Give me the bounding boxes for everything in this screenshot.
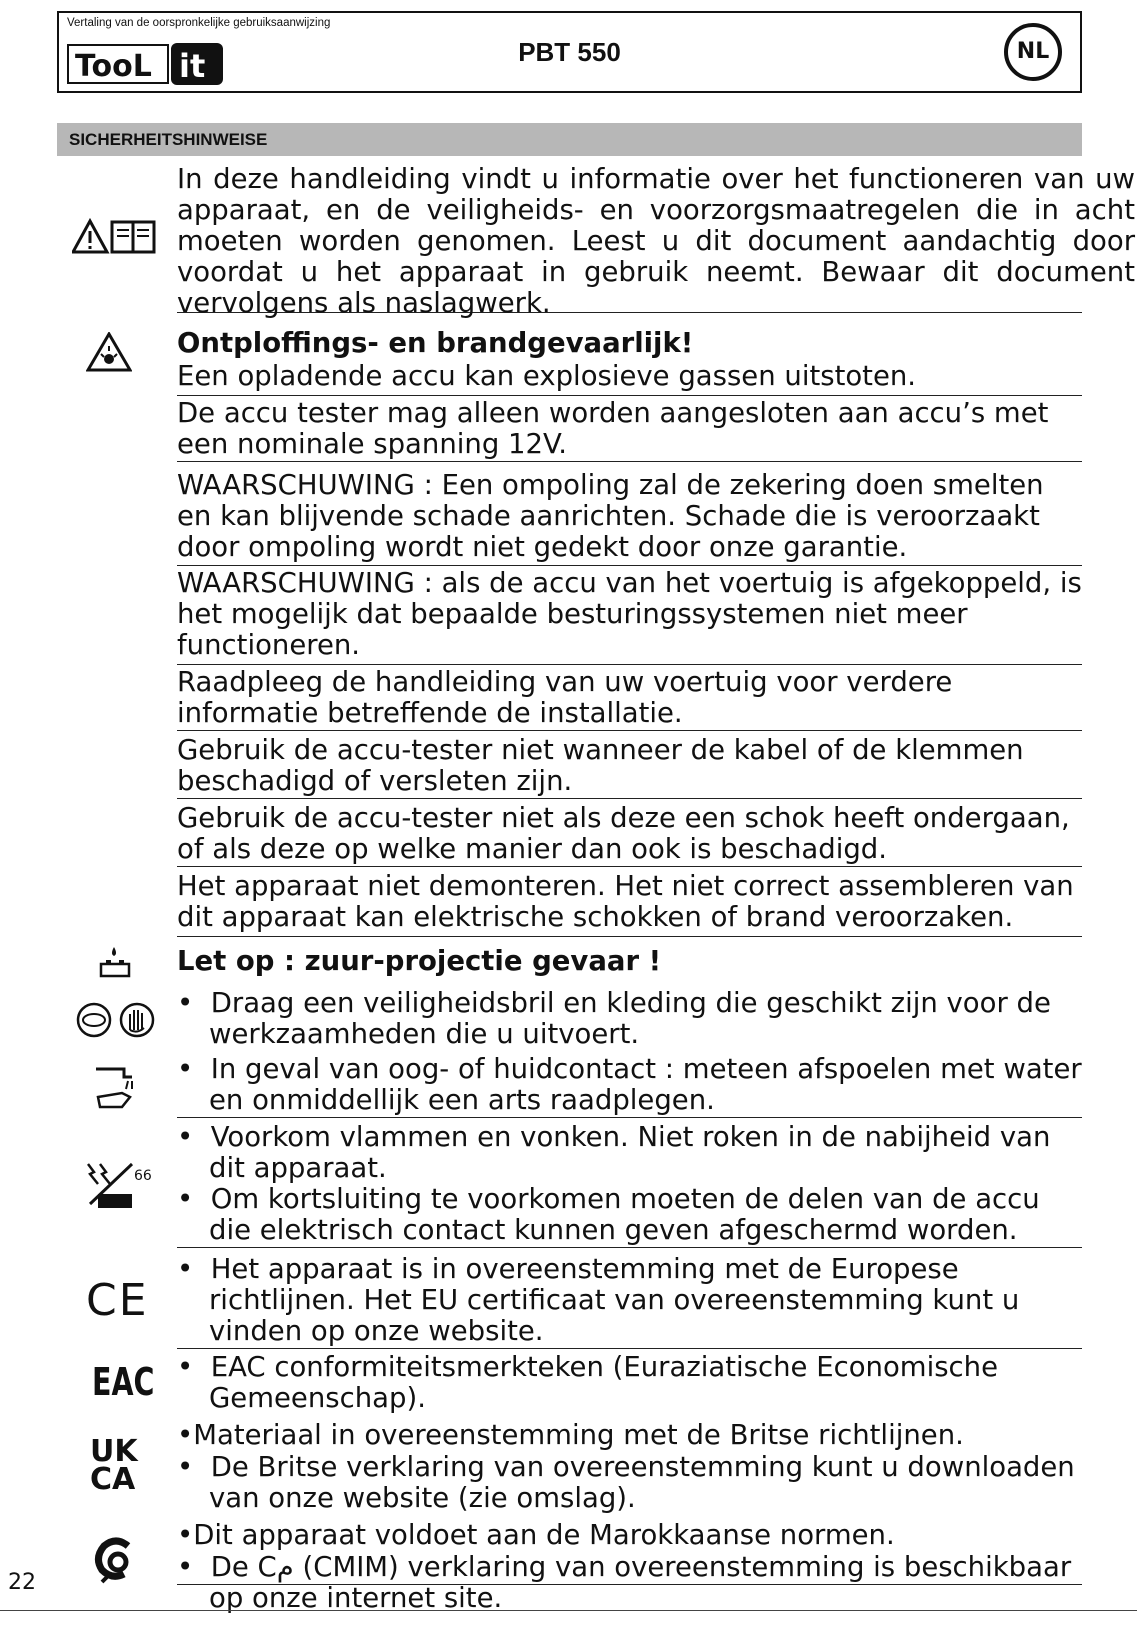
paragraph: Het apparaat niet demonteren. Het niet correct assembleren van dit apparaat kan elektrische schokken of brand veroorzaken. bbox=[177, 871, 1082, 937]
ukca-bullet: •Materiaal in overeenstemming met de Britse richtlijnen. bbox=[177, 1419, 964, 1451]
intro-text: In deze handleiding vindt u informatie over het functioneren van uw apparaat, en de veiligheids- en voorzorgsmaatregelen die in acht moeten worden genomen. Leest u dit document aandachtig door voordat u het apparaat in gebruik neemt. Bewaar dit document vervolgens als naslagwerk. bbox=[177, 163, 1135, 319]
model-title: PBT 550 bbox=[518, 37, 621, 67]
intro-block bbox=[177, 163, 1135, 319]
ce-bullet: • Het apparaat is in overeenstemming met de Europese richtlijnen. Het EU certificaat van overeenstemming kunt u vinden op onze website. bbox=[177, 1254, 1082, 1349]
no-flames-smoking-icon bbox=[82, 1160, 152, 1216]
document-header bbox=[57, 11, 1082, 93]
ukca-mark-icon: UK CA bbox=[90, 1434, 138, 1497]
cmim-mark-icon bbox=[92, 1536, 138, 1594]
explosion-heading: Ontploffings- en brandgevaarlijk! bbox=[177, 327, 694, 359]
language-badge: NL bbox=[1004, 23, 1062, 81]
cmim-bullet: • De Cم (CMIM) verklaring van overeenstemming is beschikbaar op onze internet site. bbox=[177, 1552, 1082, 1585]
ce-mark-icon: CE bbox=[86, 1275, 149, 1326]
acid-bullet: • Voorkom vlammen en vonken. Niet roken in de nabijheid van dit apparaat. bbox=[177, 1121, 1051, 1184]
paragraph: WAARSCHUWING : als de accu van het voertuig is afgekoppeld, is het mogelijk dat bepaalde besturingssystemen niet meer functioneren. bbox=[177, 568, 1082, 665]
explosion-text-block: Een opladende accu kan explosieve gassen uitstoten. bbox=[177, 361, 1082, 396]
explosion-hazard-icon bbox=[86, 332, 132, 376]
paragraph: Gebruik de accu-tester niet wanneer de kabel of de klemmen beschadigd of versleten zijn. bbox=[177, 735, 1082, 799]
warning-manual-icon bbox=[72, 218, 158, 260]
paragraph: WAARSCHUWING : Een ompoling zal de zekering doen smelten en kan blijvende schade aanrichten. Schade die is veroorzaakt door ompoling wordt niet gedekt door onze garantie. bbox=[177, 470, 1082, 566]
goggles-gloves-icon bbox=[76, 1000, 158, 1044]
svg-text:66: 66 bbox=[134, 1168, 152, 1184]
acid-bullet: • Draag een veiligheidsbril en kleding die geschikt zijn voor de werkzaamheden die u uitvoert. bbox=[177, 987, 1051, 1050]
page-number: 22 bbox=[8, 1570, 36, 1595]
cmim-bullet: •Dit apparaat voldoet aan de Marokkaanse normen. bbox=[177, 1519, 895, 1551]
header-subtitle: Vertaling van de oorspronkelijke gebruiksaanwijzing bbox=[67, 17, 331, 29]
ukca-bullet: • De Britse verklaring van overeenstemming kunt u downloaden van onze website (zie omslag). bbox=[177, 1451, 1075, 1514]
svg-text:it: it bbox=[179, 47, 206, 85]
acid-bullet: • Om kortsluiting te voorkomen moeten de delen van de accu die elektrisch contact kunnen geven afgeschermd worden. bbox=[177, 1184, 1082, 1248]
svg-text:TooL: TooL bbox=[75, 49, 152, 84]
eac-bullet: • EAC conformiteitsmerkteken (Euraziatische Economische Gemeenschap). bbox=[177, 1351, 999, 1414]
paragraph: Raadpleeg de handleiding van uw voertuig voor verdere informatie betreffende de installatie. bbox=[177, 667, 1082, 731]
rinse-water-icon bbox=[92, 1063, 140, 1117]
paragraph: Gebruik de accu-tester niet als deze een schok heeft ondergaan, of als deze op welke manier dan ook is beschadigd. bbox=[177, 803, 1082, 867]
eac-mark-icon: EAC bbox=[92, 1360, 155, 1404]
footer-rule bbox=[0, 1610, 1137, 1611]
acid-battery-icon bbox=[97, 944, 133, 984]
section-title: SICHERHEITSHINWEISE bbox=[57, 123, 1082, 156]
acid-bullet: • In geval van oog- of huidcontact : meteen afspoelen met water en onmiddellijk een arts raadplegen. bbox=[177, 1053, 1082, 1116]
acid-heading: Let op : zuur-projectie gevaar ! bbox=[177, 945, 662, 977]
paragraph: De accu tester mag alleen worden aangesloten aan accu’s met een nominale spanning 12V. bbox=[177, 398, 1082, 462]
